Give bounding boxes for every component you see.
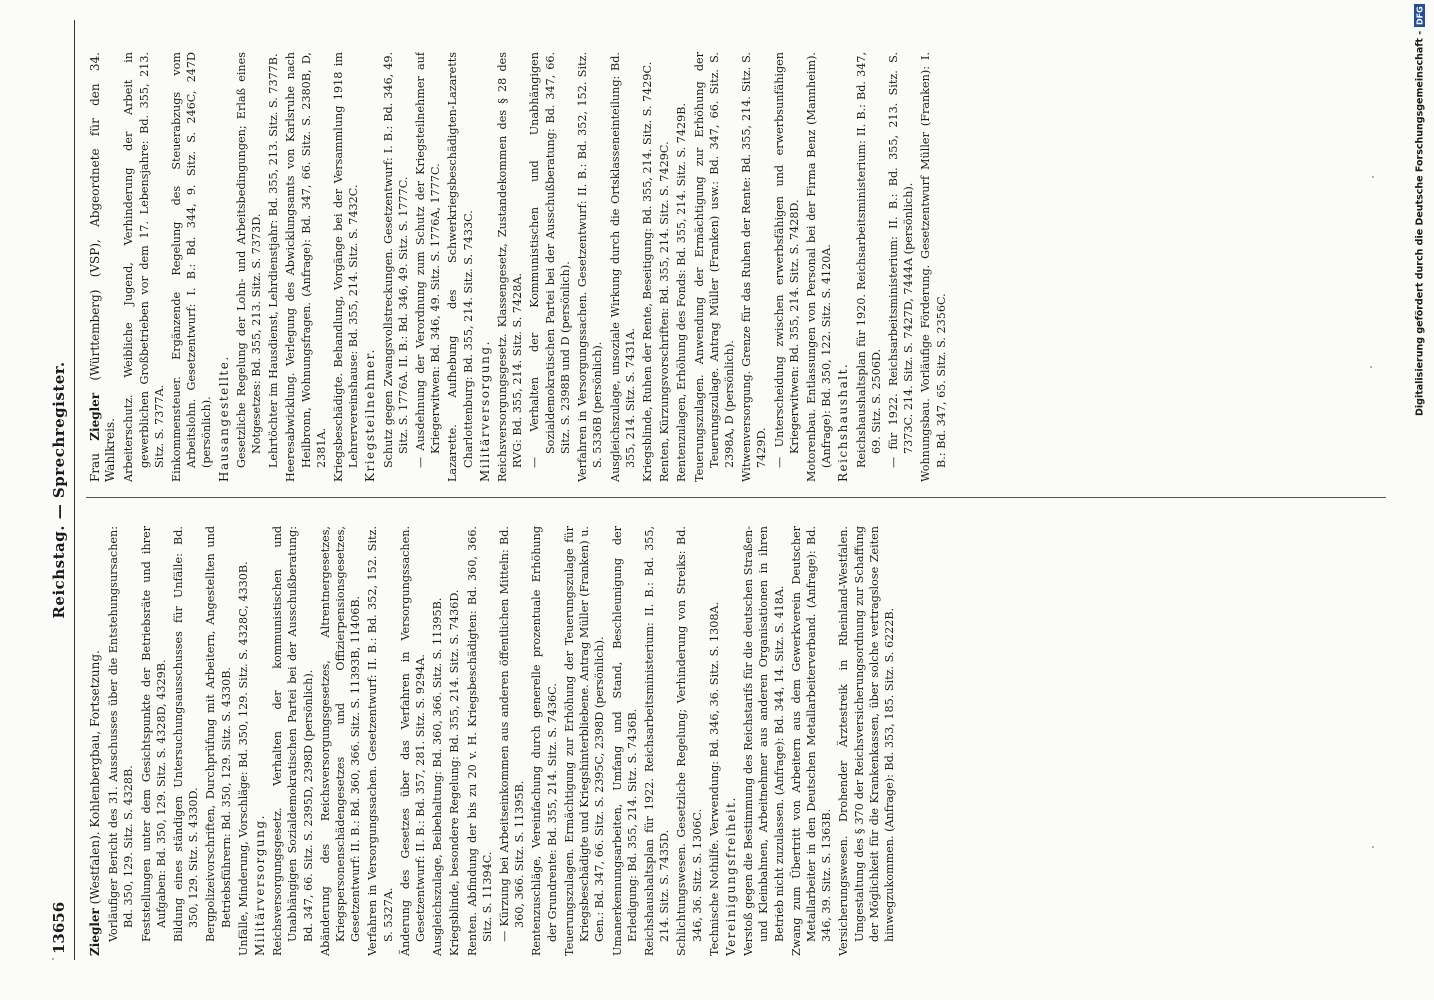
- register-entry: Kriegsbeschädigte. Behandlung, Vorgänge bei der Versammlung 1918 im Lehrervereinshause: Bd. 355, 214. Sitz. S. 7432C.: [332, 52, 361, 482]
- scan-speck: [1370, 366, 1372, 368]
- register-entry: Gesetzliche Regelung der Lohn- und Arbeitsbedingungen; Erlaß eines Notgesetzes: Bd. 355, 213. Sitz. S. 7373D.: [234, 52, 264, 468]
- register-entry: Renten. Abfindung der bis zu 20 v. H. Kriegsbeschädigten: Bd. 360, 366. Sitz. S. 11394C.: [465, 526, 494, 956]
- scan-speck: [1372, 176, 1374, 178]
- register-entry: Reichsversorgungsgesetz. Verhalten der kommunistischen und Unabhängigen Sozialdemokratischen Partei bei der Ausschußberatung: Bd. 347, 66. Sitz. S. 2395D, 2398D (persönlich).: [271, 526, 315, 956]
- register-entry: — Unterscheidung zwischen erwerbsfähigen und erwerbsunfähigen Kriegerwitwen: Bd. 355, 214. Sitz. S. 7428D.: [772, 52, 801, 468]
- register-entry: Schlichtungswesen. Gesetzliche Regelung; Verhinderung von Streiks: Bd. 346, 36. Sitz. S. 1306C.: [675, 526, 704, 956]
- right-entry-list: [121, 52, 948, 482]
- credit-text: Digitalisierung gefördert durch die Deutsche Forschungsgemeinschaft -: [1414, 30, 1426, 416]
- rotated-register-page: [40, 20, 1400, 960]
- section-title: Militärversorgung.: [477, 340, 492, 482]
- right-column-heading: [88, 52, 118, 482]
- register-entry: — Ausdehnung der Verordnung zum Schutz der Kriegsteilnehmer auf Kriegerwitwen: Bd. 346, 49. Sitz. S. 1776A, 1777C.: [414, 52, 443, 468]
- page-header: [40, 20, 80, 960]
- register-entry: Versicherungswesen. Drohender Ärztestreik in Rheinland-Westfalen. Umgestaltung des § 370 der Reichsversicherungsordnung zur Schaffung der Möglichkeit für die Krankenkassen, über solche vertragslose Zeiten hinwegzukommen. (Anfrage): Bd. 353, 185. Sitz. S. 6222B.: [837, 526, 896, 956]
- section-title: Hausangestellte.: [216, 355, 231, 482]
- scan-speck: [52, 958, 54, 960]
- register-entry: Unfälle, Minderung, Vorschläge: Bd. 350, 129. Sitz. S. 4328C, 4330B.: [236, 561, 250, 956]
- left-entry-list: [106, 526, 897, 956]
- page-number: 13656: [50, 901, 68, 954]
- register-entry: Vorläufiger Bericht des 31. Ausschusses über die Entstehungsursachen: Bd. 350, 129. Sitz. S. 4328B.: [107, 526, 136, 942]
- digitization-credit: [1408, 4, 1432, 996]
- section-title: Vereinigungsfreiheit.: [723, 796, 738, 956]
- scan-speck: [1372, 846, 1374, 848]
- register-entry: Abänderung des Reichsversorgungsgesetzes, Altrentnergesetzes, Kriegspersonenschädengesetzes und Offizierpensionsgesetzes, Gesetzentwurf: II. B.: Bd. 360, 366. Sitz. S. 11393B, 11406B.: [318, 526, 363, 956]
- register-entry: Bildung eines ständigen Untersuchungsausschusses für Unfälle: Bd. 350, 129. Sitz. S. 4330D.: [172, 526, 201, 942]
- register-entry: Umanerkennungsarbeiten, Umfang und Stand, Beschleunigung der Erledigung: Bd. 355, 214. Sitz. S. 7436B.: [610, 526, 639, 956]
- dfg-logo: DFG: [1415, 6, 1425, 25]
- register-entry: Rentenzuschläge, Vereinfachung durch generelle prozentuale Erhöhung der Grundrente: Bd. 355, 214. Sitz. S. 7436C.: [530, 526, 559, 956]
- left-column: [88, 526, 1388, 956]
- register-entry: Wohnungsbau. Vorläufige Förderung. Gesetzentwurf Müller (Franken): I. B.: Bd. 347, 65. Sitz. S. 2356C.: [919, 52, 948, 482]
- running-title: Reichstag. — Sprechregister.: [50, 361, 68, 619]
- left-heading-name: Ziegler: [88, 908, 102, 956]
- register-entry: Arbeiterschutz. Weibliche Jugend, Verhinderung der Arbeit in gewerblichen Großbetrieben vor dem 17. Lebensjahre: Bd. 355, 213. Sitz. S. 7377A.: [122, 52, 166, 482]
- section-title: Militärversorgung.: [253, 814, 268, 956]
- right-heading-pre: Frau: [88, 453, 102, 482]
- section-title: Reichshaushalt.: [836, 362, 851, 482]
- register-entry: Verstoß gegen die Bestimmung des Reichstarifs für die deutschen Straßen- und Kleinbahnen, Arbeitnehmer aus anderen Organisationen in ihren Betrieb nicht zuzulassen. (Anfrage): Bd. 344, 14. Sitz. S. 418A.: [742, 526, 786, 956]
- register-entry: Bergpolizeivorschriften, Durchprüfung mit Arbeitern, Angestellten und Betriebsführern: Bd. 350, 129. Sitz. S. 4330B.: [204, 526, 233, 942]
- register-entry: Rentenzulagen, Erhöhung des Fonds: Bd. 355, 214. Sitz. S. 7429B.: [675, 102, 689, 482]
- register-entry: Kriegsblinde, Ruhen der Rente, Beseitigung: Bd. 355, 214. Sitz. S. 7429C.: [640, 61, 654, 482]
- left-column-heading: [88, 526, 103, 956]
- register-entry: Heeresabwicklung. Verlegung des Abwicklungsamts von Karlsruhe nach Heilbronn, Wohnungsfragen. (Anfrage): Bd. 347, 66. Sitz. S. 2380B, D, 2381A.: [284, 52, 328, 482]
- register-entry: Schutz gegen Zwangsvollstreckungen. Gesetzentwurf: I. B.: Bd. 346, 49. Sitz. S. 1776A. II. B.: Bd. 346, 49. Sitz. S. 1777C.: [381, 52, 410, 468]
- register-entry: Renten, Kürzungsvorschriften: Bd. 355, 214. Sitz. S. 7429C.: [658, 141, 672, 482]
- register-entry: Lazarette. Aufhebung des Schwerkriegsbeschädigten-Lazaretts Charlottenburg: Bd. 355, 214. Sitz. S. 7433C.: [446, 52, 475, 482]
- register-entry: Ausgleichszulage, Beibehaltung: Bd. 360, 366. Sitz. S. 11395B.: [431, 597, 445, 956]
- register-entry: Kriegsblinde, besondere Regelung: Bd. 355, 214. Sitz. S. 7436D.: [448, 589, 462, 956]
- register-entry: — für 1922. Reichsarbeitsministerium: II. B.: Bd. 355, 213. Sitz. S. 7373C. 214. Sitz. S. 7427D, 7444A (persönlich).: [886, 52, 916, 468]
- register-entry: Reichsversorgungsgesetz. Klassengesetz, Zustandekommen des § 28 des RVG: Bd. 355, 214. Sitz. S. 7428A.: [496, 52, 525, 482]
- register-entry: Lehrtöchter im Hausdienst, Lehrdienstjahr: Bd. 355, 213. Sitz. S. 7377B.: [267, 53, 281, 468]
- register-entry: Motorenbau. Entlassungen von Personal bei der Firma Benz (Mannheim). (Anfrage): Bd. 350, 122. Sitz. S. 4120A.: [804, 52, 834, 482]
- register-entry: Teuerungszulagen. Ermächtigung zur Erhöhung der Teuerungszulage für Kriegsbeschädigte und Kriegshinterbliebene. Antrag Müller (Franken) u. Gen.: Bd. 347, 66. Sitz. S. 2395C, 2398D (persönlich).: [562, 526, 607, 956]
- register-entry: Verfahren in Versorgungssachen. Gesetzentwurf: II. B.: Bd. 352, 152. Sitz. S. 5336B (persönlich).: [576, 52, 605, 482]
- right-heading-name: Ziegler: [88, 392, 102, 441]
- right-heading-rest: (Württemberg) (VSP), Abgeordnete für den 34. Wahlkreis.: [88, 52, 118, 482]
- register-entry: Feststellungen unter dem Gesichtspunkte der Betriebsräte und ihrer Aufgaben: Bd. 350, 129. Sitz. S. 4328D, 4329B.: [139, 526, 168, 942]
- left-heading-rest: (Westfalen). Kohlenbergbau, Fortsetzung.: [88, 650, 102, 905]
- register-entry: Teuerungszulagen. Anwendung der Ermächtigung zur Erhöhung der Teuerungszulage. Antrag Müller (Franken) usw.: Bd. 347, 66. Sitz. S. 2398A, D (persönlich).: [692, 52, 736, 482]
- register-entry: Reichshaushaltsplan für 1922. Reichsarbeitsministerium: II. B.: Bd. 355, 214. Sitz. S. 7435D.: [642, 526, 672, 956]
- section-title: Kriegsteilnehmer.: [363, 348, 378, 482]
- register-entry: Technische Nothilfe. Verwendung: Bd. 346, 36. Sitz. S. 1308A.: [707, 601, 721, 956]
- header-rule: [74, 20, 75, 960]
- register-entry: Verfahren in Versorgungssachen. Gesetzentwurf: II. B.: Bd. 352, 152. Sitz. S. 5327A.: [366, 526, 395, 956]
- column-divider: [86, 497, 1386, 498]
- register-entry: — Verhalten der Kommunistischen und Unabhängigen Sozialdemokratischen Partei bei der Ausschußberatung: Bd. 347, 66. Sitz. S. 2398B und D (persönlich).: [528, 52, 572, 468]
- right-column: [88, 52, 1388, 482]
- register-entry: Änderung des Gesetzes über das Verfahren in Versorgungssachen. Gesetzentwurf: II. B.: Bd. 357, 281. Sitz. S. 9294A.: [398, 526, 428, 956]
- register-entry: Einkommensteuer. Ergänzende Regelung des Steuerabzugs vom Arbeitslohn. Gesetzentwurf: I. B.: Bd. 344, 9. Sitz. S. 246C, 247D (persönlich).: [170, 52, 214, 482]
- register-entry: Reichshaushaltsplan für 1920. Reichsarbeitsministerium: II. B.: Bd. 347, 69. Sitz. S. 2506D.: [854, 52, 883, 468]
- register-entry: Ausgleichszulage, unsoziale Wirkung durch die Ortsklasseneinteilung: Bd. 355, 214. Sitz. S. 7431A.: [608, 52, 637, 482]
- register-entry: Witwenversorgung. Grenze für das Ruhen der Rente: Bd. 355, 214. Sitz. S. 7429D.: [740, 52, 769, 482]
- register-entry: Zwang zum Übertritt von Arbeitern aus dem Gewerkverein Deutscher Metallarbeiter in den Deutschen Metallarbeiterverband. (Anfrage): Bd. 346, 39. Sitz. S. 1363B.: [789, 526, 834, 956]
- register-entry: — Kürzung bei Arbeitseinkommen aus anderen öffentlichen Mitteln: Bd. 360, 366. Sitz. S. 11395B.: [498, 526, 527, 942]
